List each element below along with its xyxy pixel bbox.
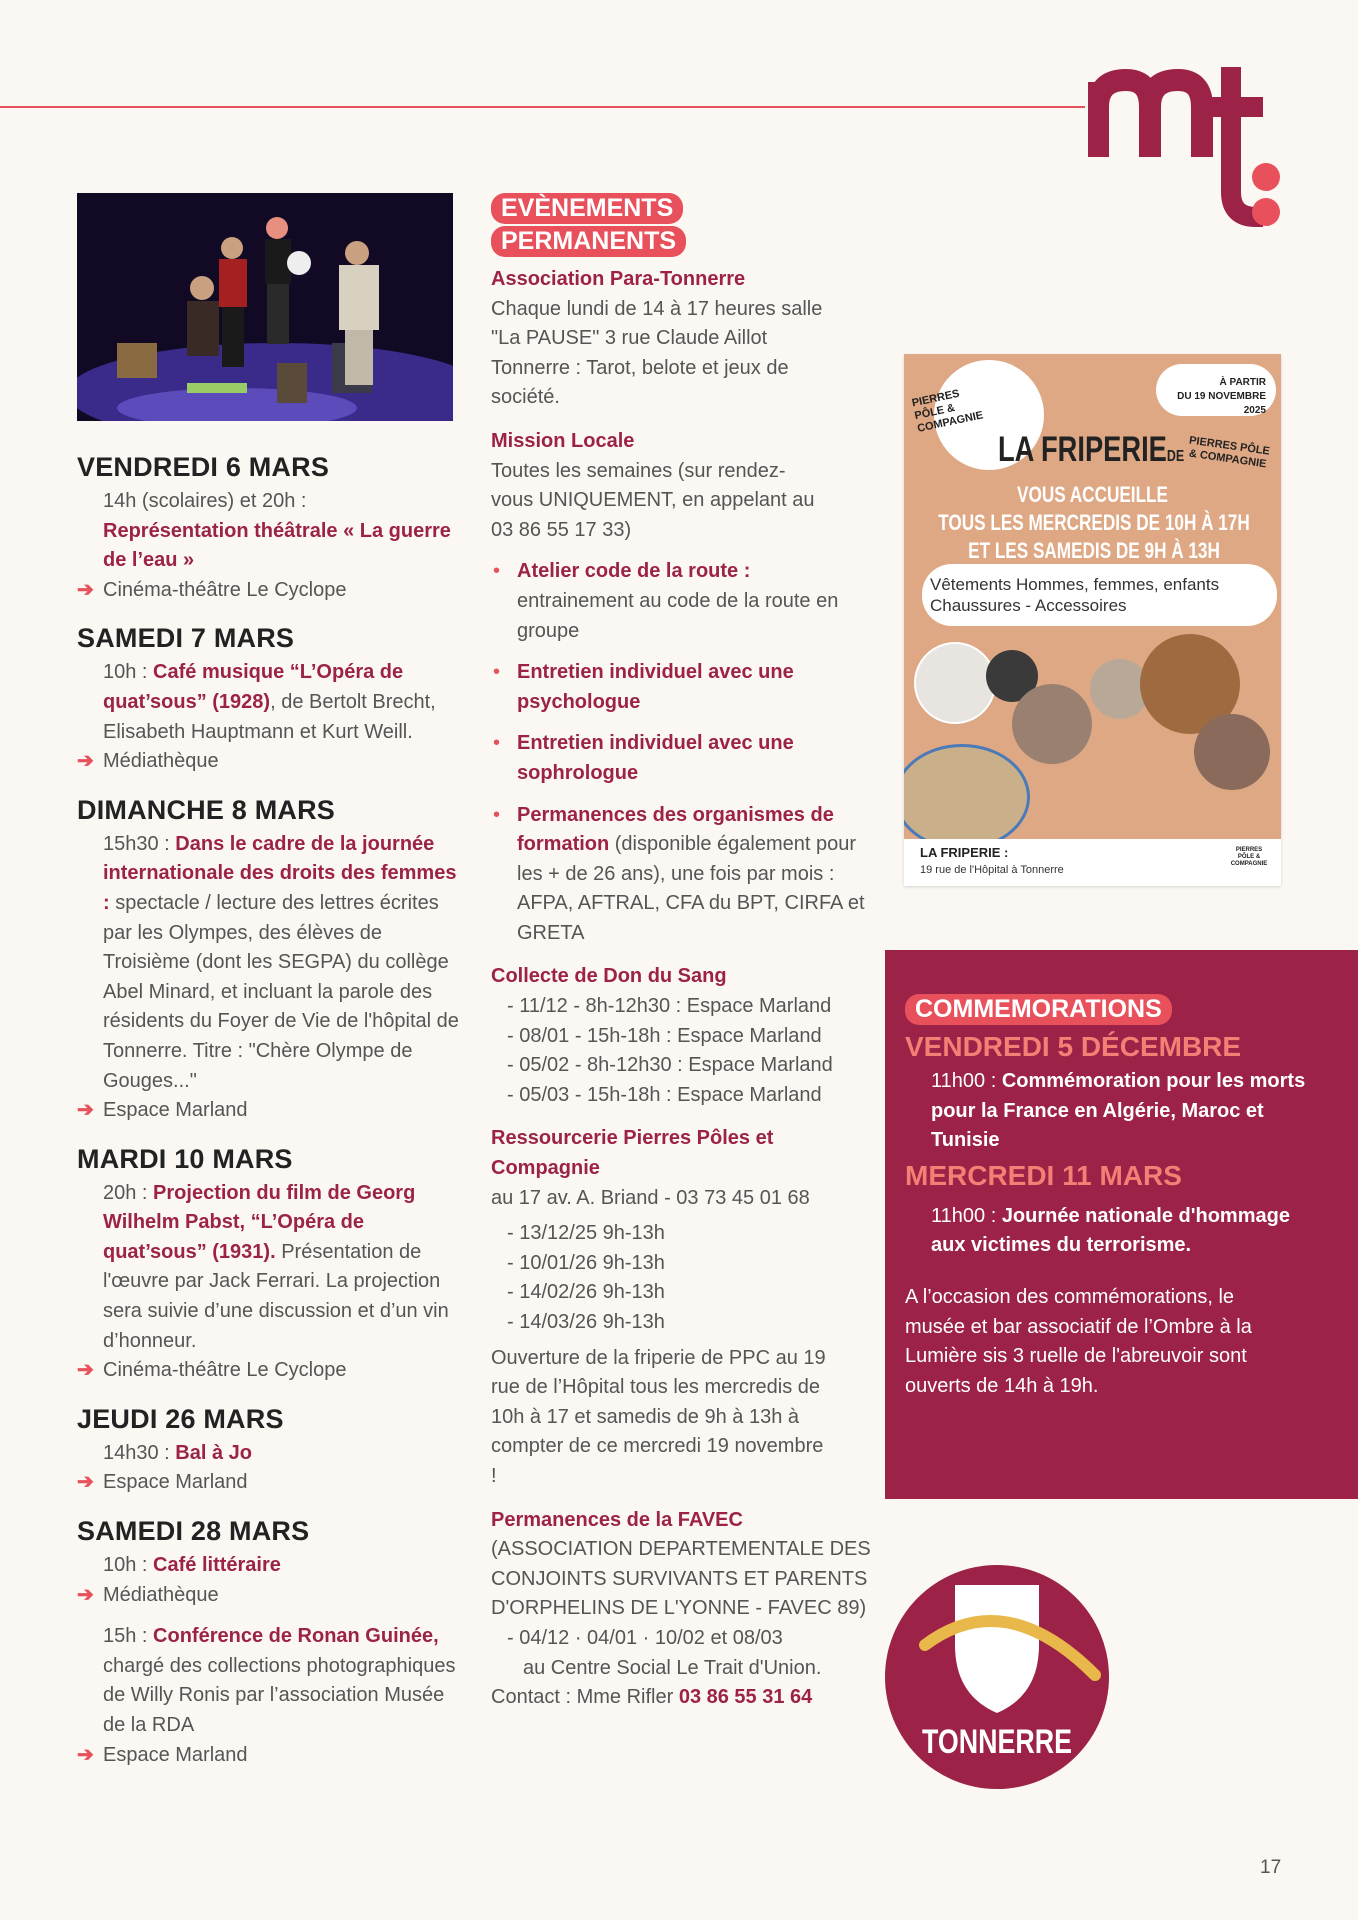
- section-title: EVÈNEMENTS PERMANENTS: [491, 193, 871, 257]
- commemorations-panel: [885, 950, 1358, 1499]
- day-heading: SAMEDI 7 MARS: [77, 623, 295, 654]
- day-block: [77, 1404, 467, 1498]
- tonnerre-badge: [885, 1565, 1109, 1789]
- list-item: - 08/01 - 15h-18h : Espace Marland: [507, 1024, 822, 1047]
- list-item: - 13/12/25 9h-13h: [507, 1222, 665, 1245]
- event-text: 11h00 : Commémoration pour les morts pour la France en Algérie, Maroc et Tunisie: [931, 1070, 1306, 1152]
- clothes-photo: [1012, 684, 1092, 764]
- poster-desc: Vêtements Hommes, femmes, enfants Chaussures - Accessoires: [930, 575, 1220, 615]
- day-heading: JEUDI 26 MARS: [77, 1403, 284, 1434]
- event-text: 20h : Projection du film de Georg Wilhelm Pabst, “L’Opéra de quat’sous” (1931). Présentation de l'œuvre par Jack Ferrari. La projection sera suivie d’une discussion et d’un vin d’honneur.: [103, 1181, 449, 1352]
- list-item: - 11/12 - 8h-12h30 : Espace Marland: [507, 995, 832, 1018]
- event-location: ➔ Espace Marland: [77, 1468, 467, 1498]
- list-item: • Atelier code de la route : entrainement au code de la route en groupe: [493, 560, 839, 642]
- event-text: 15h30 : Dans le cadre de la journée internationale des droits des femmes : spectacle / lecture des lettres écrites par les Olympes, des élèves de Troisième (dont les SEGPA) du collège Abel Minard, et incluant la parole des résidents du Foyer de Vie de l'hôpital de Tonnerre. Titre : "Chère Olympe de Gouges...": [103, 832, 459, 1092]
- org-text: Toutes les semaines (sur rendez-vous UNIQUEMENT, en appelant au 03 86 55 17 33): [491, 459, 815, 541]
- arrow-right-icon: ➔: [77, 578, 94, 601]
- clothes-photo: [914, 642, 996, 724]
- day-block: [77, 623, 467, 776]
- org-place: au Centre Social Le Trait d'Union.: [523, 1656, 822, 1679]
- org-title: Ressourcerie Pierres Pôles et Compagnie: [491, 1127, 774, 1180]
- theatre-photo: [77, 193, 453, 421]
- list-item: - 05/03 - 15h-18h : Espace Marland: [507, 1083, 822, 1106]
- day-heading: VENDREDI 5 DÉCEMBRE: [905, 1031, 1242, 1062]
- event-location: ➔ Médiathèque: [77, 1581, 467, 1611]
- arrow-right-icon: ➔: [77, 1583, 94, 1606]
- list-item: - 05/02 - 8h-12h30 : Espace Marland: [507, 1054, 833, 1077]
- event-text: 14h (scolaires) et 20h : Représentation théâtrale « La guerre de l’eau »: [103, 490, 451, 572]
- poster-title: LA FRIPERIEDE: [998, 430, 1185, 469]
- poster-logo-text: PIERRES PÔLE & COMPAGNIE: [910, 387, 985, 435]
- section-title: COMMEMORATIONS: [905, 994, 1172, 1025]
- event-text: 14h30 : Bal à Jo: [103, 1441, 252, 1464]
- day-block: [77, 795, 467, 1126]
- day-block: [77, 1144, 467, 1386]
- event-location: ➔ Médiathèque: [77, 747, 467, 777]
- event-location: ➔ Espace Marland: [77, 1096, 467, 1126]
- poster-line: TOUS LES MERCREDIS DE 10H À 17H: [938, 510, 1250, 535]
- date-badge: À PARTIR DU 19 NOVEMBRE 2025: [1156, 364, 1276, 416]
- clothes-photo: [1194, 714, 1270, 790]
- commemorations-note: A l’occasion des commémorations, le musée et bar associatif de l’Ombre à la Lumière sis 3 ruelle de l'abreuvoir sont ouverts de 14h à 19h.: [905, 1285, 1252, 1397]
- org-text: (ASSOCIATION DEPARTEMENTALE DES CONJOINTS SURVIVANTS ET PARENTS D'ORPHELINS DE L'YONNE - FAVEC 89): [491, 1538, 871, 1620]
- poster-footer: LA FRIPERIE : 19 rue de l'Hôpital à Tonnerre PIERRES PÔLE & COMPAGNIE: [904, 839, 1281, 886]
- org-title: Mission Locale: [491, 429, 635, 452]
- org-title: Collecte de Don du Sang: [491, 965, 727, 988]
- org-title: Permanences de la FAVEC: [491, 1508, 743, 1531]
- list-item: • Permanences des organismes de formation (disponible également pour les + de 26 ans), une fois par mois : AFPA, AFTRAL, CFA du BPT, CIRFA et GRETA: [493, 803, 865, 944]
- arrow-right-icon: ➔: [77, 1743, 94, 1766]
- event-text: 11h00 : Journée nationale d'hommage aux victimes du terrorisme.: [931, 1204, 1290, 1257]
- org-title: Association Para-Tonnerre: [491, 268, 746, 290]
- poster-line: VOUS ACCUEILLE: [1017, 482, 1168, 507]
- poster-line: ET LES SAMEDIS DE 9H À 13H: [968, 538, 1220, 563]
- arrow-right-icon: ➔: [77, 750, 94, 773]
- day-heading: MERCREDI 11 MARS: [905, 1159, 1182, 1191]
- event-text: 10h : Café musique “L’Opéra de quat’sous” (1928), de Bertolt Brecht, Elisabeth Hauptmann et Kurt Weill.: [103, 661, 436, 743]
- org-text: Chaque lundi de 14 à 17 heures salle "La PAUSE" 3 rue Claude Aillot Tonnerre : Tarot, belote et jeux de société.: [491, 297, 823, 409]
- shop-photo: [904, 744, 1030, 850]
- poster-org: PIERRES PÔLE & COMPAGNIE: [1188, 434, 1271, 471]
- mt-logo: [1088, 62, 1288, 232]
- page-number: 17: [1260, 1857, 1282, 1878]
- day-heading: SAMEDI 28 MARS: [77, 1516, 310, 1547]
- badge-text: TONNERRE: [922, 1723, 1072, 1761]
- agenda-column: [77, 452, 467, 1788]
- list-item: - 14/02/26 9h-13h: [507, 1281, 665, 1304]
- event-text: 10h : Café littéraire: [103, 1554, 281, 1577]
- list-item: - 04/12 · 04/01 · 10/02 et 08/03: [507, 1626, 783, 1649]
- arrow-right-icon: ➔: [77, 1471, 94, 1494]
- org-contact: Contact : Mme Rifler 03 86 55 31 64: [491, 1686, 813, 1709]
- header-rule: [0, 106, 1085, 108]
- org-address: au 17 av. A. Briand - 03 73 45 01 68: [491, 1186, 810, 1209]
- day-block: [77, 1516, 467, 1770]
- day-heading: DIMANCHE 8 MARS: [77, 794, 336, 825]
- arrow-right-icon: ➔: [77, 1359, 94, 1382]
- day-heading: VENDREDI 6 MARS: [77, 452, 330, 482]
- list-item: - 14/03/26 9h-13h: [507, 1311, 665, 1333]
- event-location: ➔ Cinéma-théâtre Le Cyclope: [77, 1356, 467, 1386]
- list-item: • Entretien individuel avec une psychologue: [493, 661, 794, 713]
- permanent-events-column: [491, 193, 871, 1713]
- event-location: ➔ Cinéma-théâtre Le Cyclope: [77, 576, 467, 606]
- event-location: ➔ Espace Marland: [77, 1741, 467, 1771]
- event-text: 15h : Conférence de Ronan Guinée, chargé des collections photographiques de Willy Ronis par l’association Musée de la RDA: [103, 1625, 456, 1736]
- day-heading: MARDI 10 MARS: [77, 1143, 293, 1174]
- arrow-right-icon: ➔: [77, 1099, 94, 1122]
- friperie-poster: [904, 354, 1281, 886]
- org-text: Ouverture de la friperie de PPC au 19 rue de l’Hôpital tous les mercredis de 10h à 17 et samedis de 9h à 13h à compter de ce mercredi 19 novembre !: [491, 1346, 826, 1487]
- list-item: - 10/01/26 9h-13h: [507, 1251, 665, 1274]
- list-item: • Entretien individuel avec une sophrologue: [493, 732, 794, 784]
- day-block: [77, 452, 467, 605]
